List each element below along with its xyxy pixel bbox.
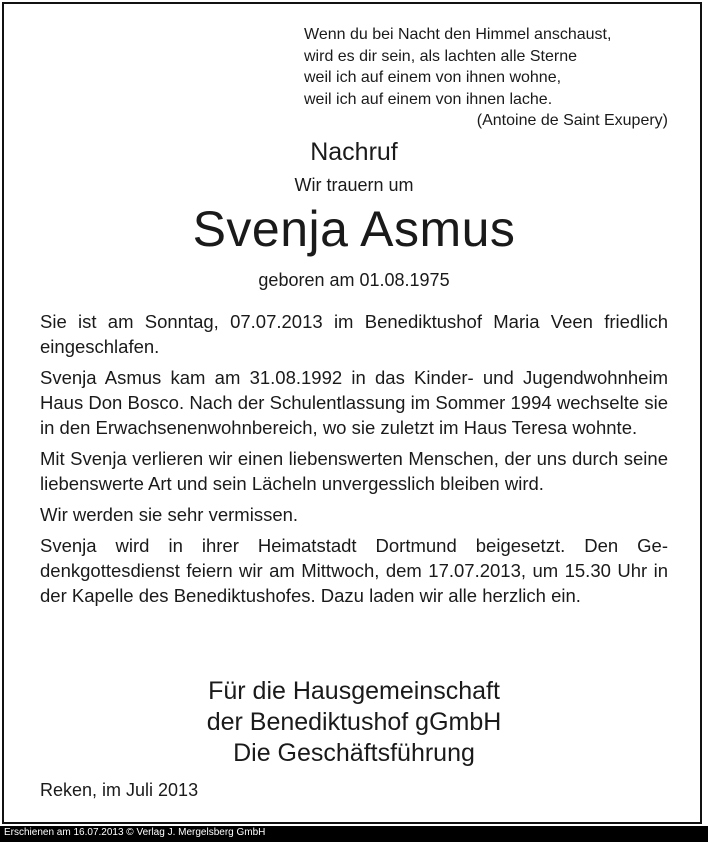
poem-line: weil ich auf einem von ihnen lache.: [304, 90, 553, 108]
poem: [304, 24, 674, 132]
place-date: Reken, im Juli 2013: [40, 780, 199, 800]
poem-line: Wenn du bei Nacht den Himmel anschaust,: [304, 26, 612, 43]
body-paragraph: Wir werden sie sehr vermissen.: [40, 504, 299, 525]
poem-author: (Antoine de Saint Exupery): [476, 112, 668, 129]
footer-text: Erschienen am 16.07.2013 © Verlag J. Mergelsberg GmbH: [4, 827, 266, 838]
body-paragraph: Svenja Asmus kam am 31.08.1992 in das Kinder- und Jugendwohnheim Haus Don Bosco. Nach der Schulentlassung im Sommer 1994 wechselte sie in den Erwachsenenwohnbereich, wo sie zuletzt im Haus Teresa wohnte.: [40, 367, 668, 438]
body-paragraph: Svenja wird in ihrer Heimatstadt Dortmund beigesetzt. Den Gedenkgottesdienst feiern wir am Mittwoch, dem 17.07.2013, um 15.30 Uhr in der Kapelle des Benediktushofes. Dazu laden wir alle herzlich ein.: [40, 535, 668, 606]
footer-bar: [0, 826, 708, 842]
poem-line: wird es dir sein, als lachten alle Sterne: [304, 47, 578, 65]
body-paragraph: Sie ist am Sonntag, 07.07.2013 im Benediktushof Maria Veen friedlich eingeschlafen.: [40, 311, 668, 357]
notice-title: Nachruf: [310, 138, 398, 166]
deceased-name: Svenja Asmus: [192, 201, 516, 257]
signature-line: Für die Hausgemeinschaft: [208, 677, 500, 705]
notice-subtitle: Wir trauern um: [294, 175, 414, 195]
notice-body: [40, 309, 668, 614]
birth-date: geboren am 01.08.1975: [258, 270, 450, 290]
poem-line: weil ich auf einem von ihnen wohne,: [304, 69, 562, 86]
signature-line: der Benediktushof gGmbH: [206, 708, 502, 736]
signature-block: [0, 676, 708, 769]
body-paragraph: Mit Svenja verlieren wir einen liebenswerten Menschen, der uns durch seine liebenswerte Art und sein Lächeln unvergesslich bleiben wird.: [40, 448, 668, 494]
signature-line: Die Geschäftsführung: [233, 739, 475, 767]
